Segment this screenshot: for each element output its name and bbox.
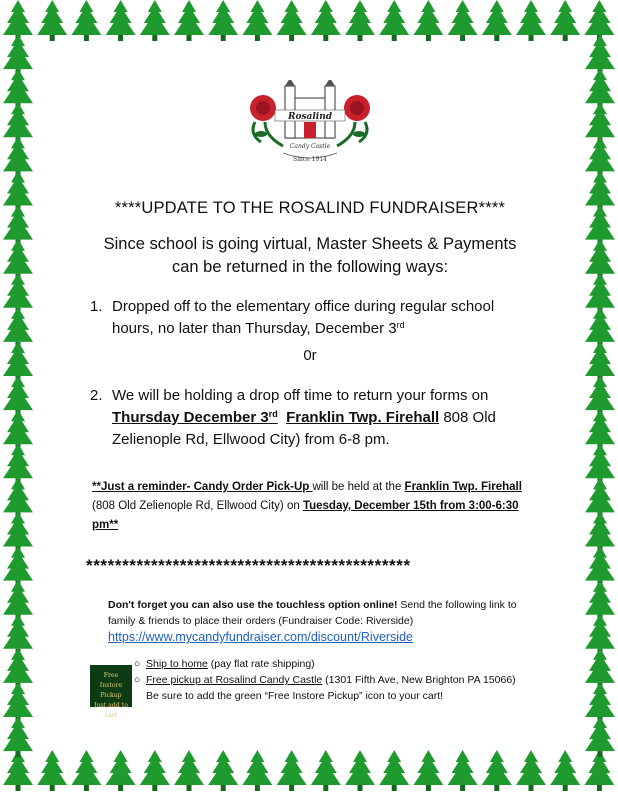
online-option [108,597,538,646]
tree-icon [413,0,443,41]
option-number: 1. [90,298,103,315]
tree-icon [585,716,615,757]
tree-icon [516,0,546,41]
tree-icon [37,0,67,41]
reminder-text: will be held at the [312,481,405,493]
reminder-date: Tuesday, December 15th from 3:00-6:30 pm** [92,500,519,531]
tree-icon [550,0,580,41]
tree-icon [242,0,272,41]
tree-icon [277,0,307,41]
update-headline: ****UPDATE TO THE ROSALIND FUNDRAISER**** [114,199,506,217]
ship-home-link[interactable]: Ship to home [146,658,208,670]
online-text: Send the following link to family & friends to place their orders (Fundraiser Code: Riverside) [108,599,517,627]
tree-icon [379,0,409,41]
tree-icon [482,750,512,791]
pickup-reminder [92,478,532,535]
logo-subtitle: Candy Castle [289,143,331,150]
fundraiser-link[interactable]: https://www.mycandyfundraiser.com/discount/Riverside [108,630,413,644]
tree-icon [448,750,478,791]
tree-icon [311,750,341,791]
reminder-place: Franklin Twp. Firehall [404,481,522,493]
flyer-content [70,70,550,735]
tree-icon [71,0,101,41]
tree-icon [3,716,33,757]
tree-icon [37,750,67,791]
option-2-place: Franklin Twp. Firehall [286,409,440,426]
tree-icon [106,0,136,41]
free-pickup-link[interactable]: Free pickup at Rosalind Candy Castle [146,674,323,686]
reminder-address: (808 Old Zelienople Rd, Ellwood City) on [92,500,303,512]
rosalind-candy-castle-logo [245,80,375,165]
delivery-options [134,656,544,704]
circle-bullet-icon: ○ [134,658,141,670]
option-1-text: Dropped off to the elementary office during regular school hours, no later than Thursday, December 3 [112,298,495,337]
online-lead: Don't forget you can also use the touchless option online! [108,599,398,611]
option-free-pickup: ○ Free pickup at Rosalind Candy Castle (1301 Fifth Ave, New Brighton PA 15066) [134,674,516,686]
option-ship-home: ○ Ship to home (pay flat rate shipping) [134,658,315,670]
intro-line-1: Since school is going virtual, Master Sheets & Payments [103,235,517,253]
tree-icon [140,750,170,791]
tree-icon [550,750,580,791]
option-1-date-suffix: rd [396,320,405,330]
logo-wordmark: Rosalind [287,112,333,122]
tree-icon [174,0,204,41]
tree-icon [516,750,546,791]
tree-icon [584,0,614,41]
tree-icon [140,0,170,41]
tree-icon [242,750,272,791]
logo-since: Since 1914 [293,156,327,163]
circle-bullet-icon: ○ [134,674,141,686]
asterisk-divider: ********************************************* [86,556,411,575]
tree-icon [71,750,101,791]
intro-line-2: can be returned in the following ways: [171,258,449,276]
tree-icon [413,750,443,791]
option-2-date: Thursday December 3rd [112,409,278,426]
return-option-2 [90,385,536,451]
tree-icon [482,0,512,41]
option-2-lead: We will be holding a drop off time to return your forms on [112,387,489,404]
tree-icon [311,0,341,41]
return-option-1 [90,296,536,340]
add-icon-note: Be sure to add the green “Free Instore Pickup” icon to your cart! [146,690,444,702]
or-separator: 0r [303,347,317,364]
option-2-address: 808 Old Zelienople Rd, Ellwood City) from 6-8 pm. [112,409,496,448]
tree-icon [208,0,238,41]
option-number: 2. [90,387,103,404]
reminder-lead: **Just a reminder- Candy Order Pick-Up [92,481,313,493]
tree-icon [345,0,375,41]
tree-icon [379,750,409,791]
tree-icon [174,750,204,791]
free-instore-pickup-badge: Free Instore Pickup Just add to cart [90,665,132,707]
tree-icon [208,750,238,791]
tree-icon [277,750,307,791]
intro-text [70,233,550,279]
tree-icon [448,0,478,41]
tree-icon [345,750,375,791]
tree-icon [106,750,136,791]
